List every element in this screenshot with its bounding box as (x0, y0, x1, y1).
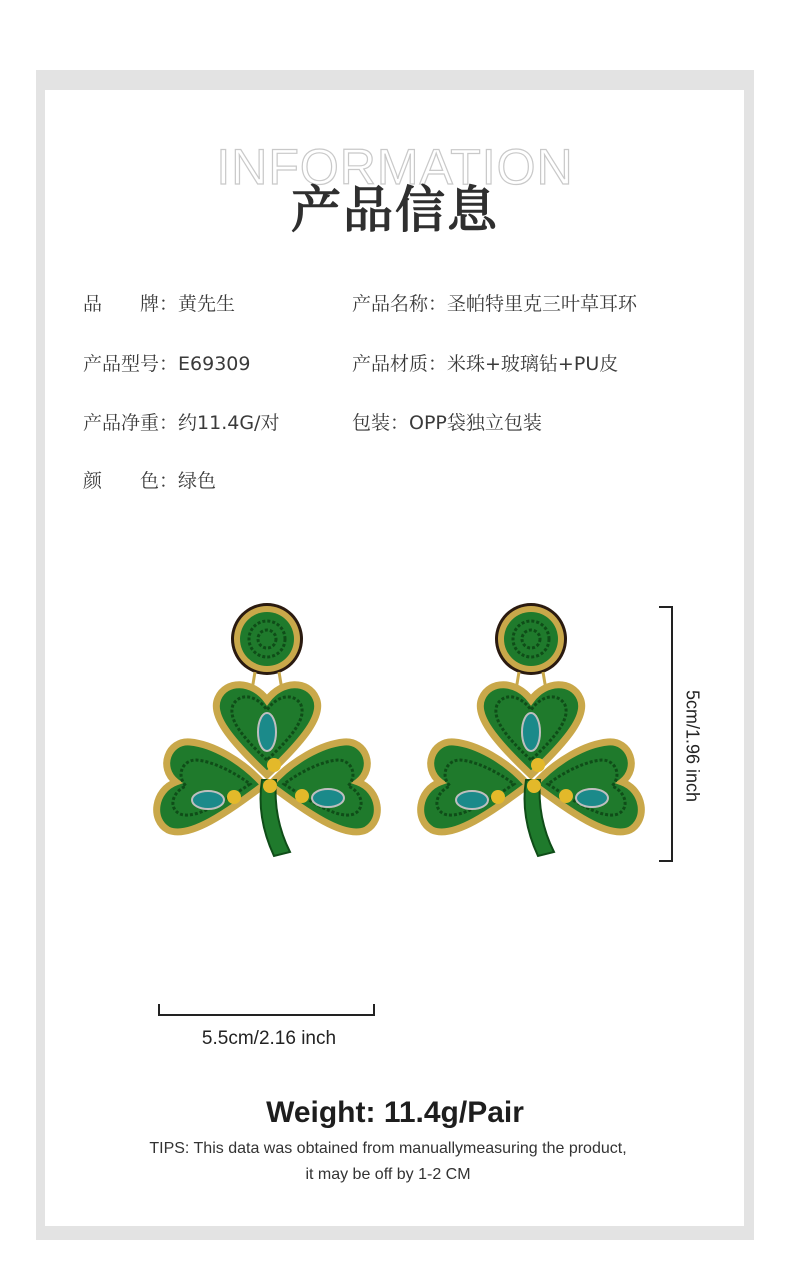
width-measure-bracket (158, 1004, 375, 1016)
spec-model (83, 349, 250, 376)
spec-package (352, 408, 542, 435)
page-title: 产品信息 (291, 181, 499, 239)
spec-name-value: 圣帕特里克三叶草耳环 (447, 293, 638, 315)
spec-brand-label: 品 牌： (83, 293, 179, 315)
spec-model-value: E69309 (178, 353, 251, 375)
width-measure-label: 5.5cm/2.16 inch (201, 1028, 337, 1049)
tips-line-1: TIPS: This data was obtained from manuallymeasuring the product, (149, 1140, 627, 1157)
spec-brand (83, 289, 235, 316)
spec-model-label: 产品型号： (83, 353, 179, 375)
spec-color (83, 466, 216, 493)
spec-brand-value: 黄先生 (178, 293, 236, 315)
spec-weight (83, 408, 279, 435)
weight-heading: Weight: 11.4g/Pair (266, 1096, 524, 1129)
spec-package-label: 包装： (352, 412, 410, 434)
height-measure-bracket (659, 606, 673, 862)
spec-material-label: 产品材质： (352, 353, 448, 375)
earrings-product-image (150, 600, 660, 875)
tips-line-2: it may be off by 1-2 CM (305, 1166, 471, 1183)
spec-name (352, 289, 637, 316)
spec-weight-label: 产品净重： (83, 412, 179, 434)
spec-package-value: OPP袋独立包装 (409, 412, 542, 434)
spec-material (352, 349, 618, 376)
spec-material-value: 米珠+玻璃钻+PU皮 (447, 353, 619, 375)
spec-weight-value: 约11.4G/对 (178, 412, 280, 434)
spec-name-label: 产品名称： (352, 293, 448, 315)
height-measure-label: 5cm/1.96 inch (682, 689, 703, 803)
watermark-heading: INFORMATION (216, 139, 574, 195)
spec-color-label: 颜 色： (83, 470, 179, 492)
spec-color-value: 绿色 (178, 470, 217, 492)
